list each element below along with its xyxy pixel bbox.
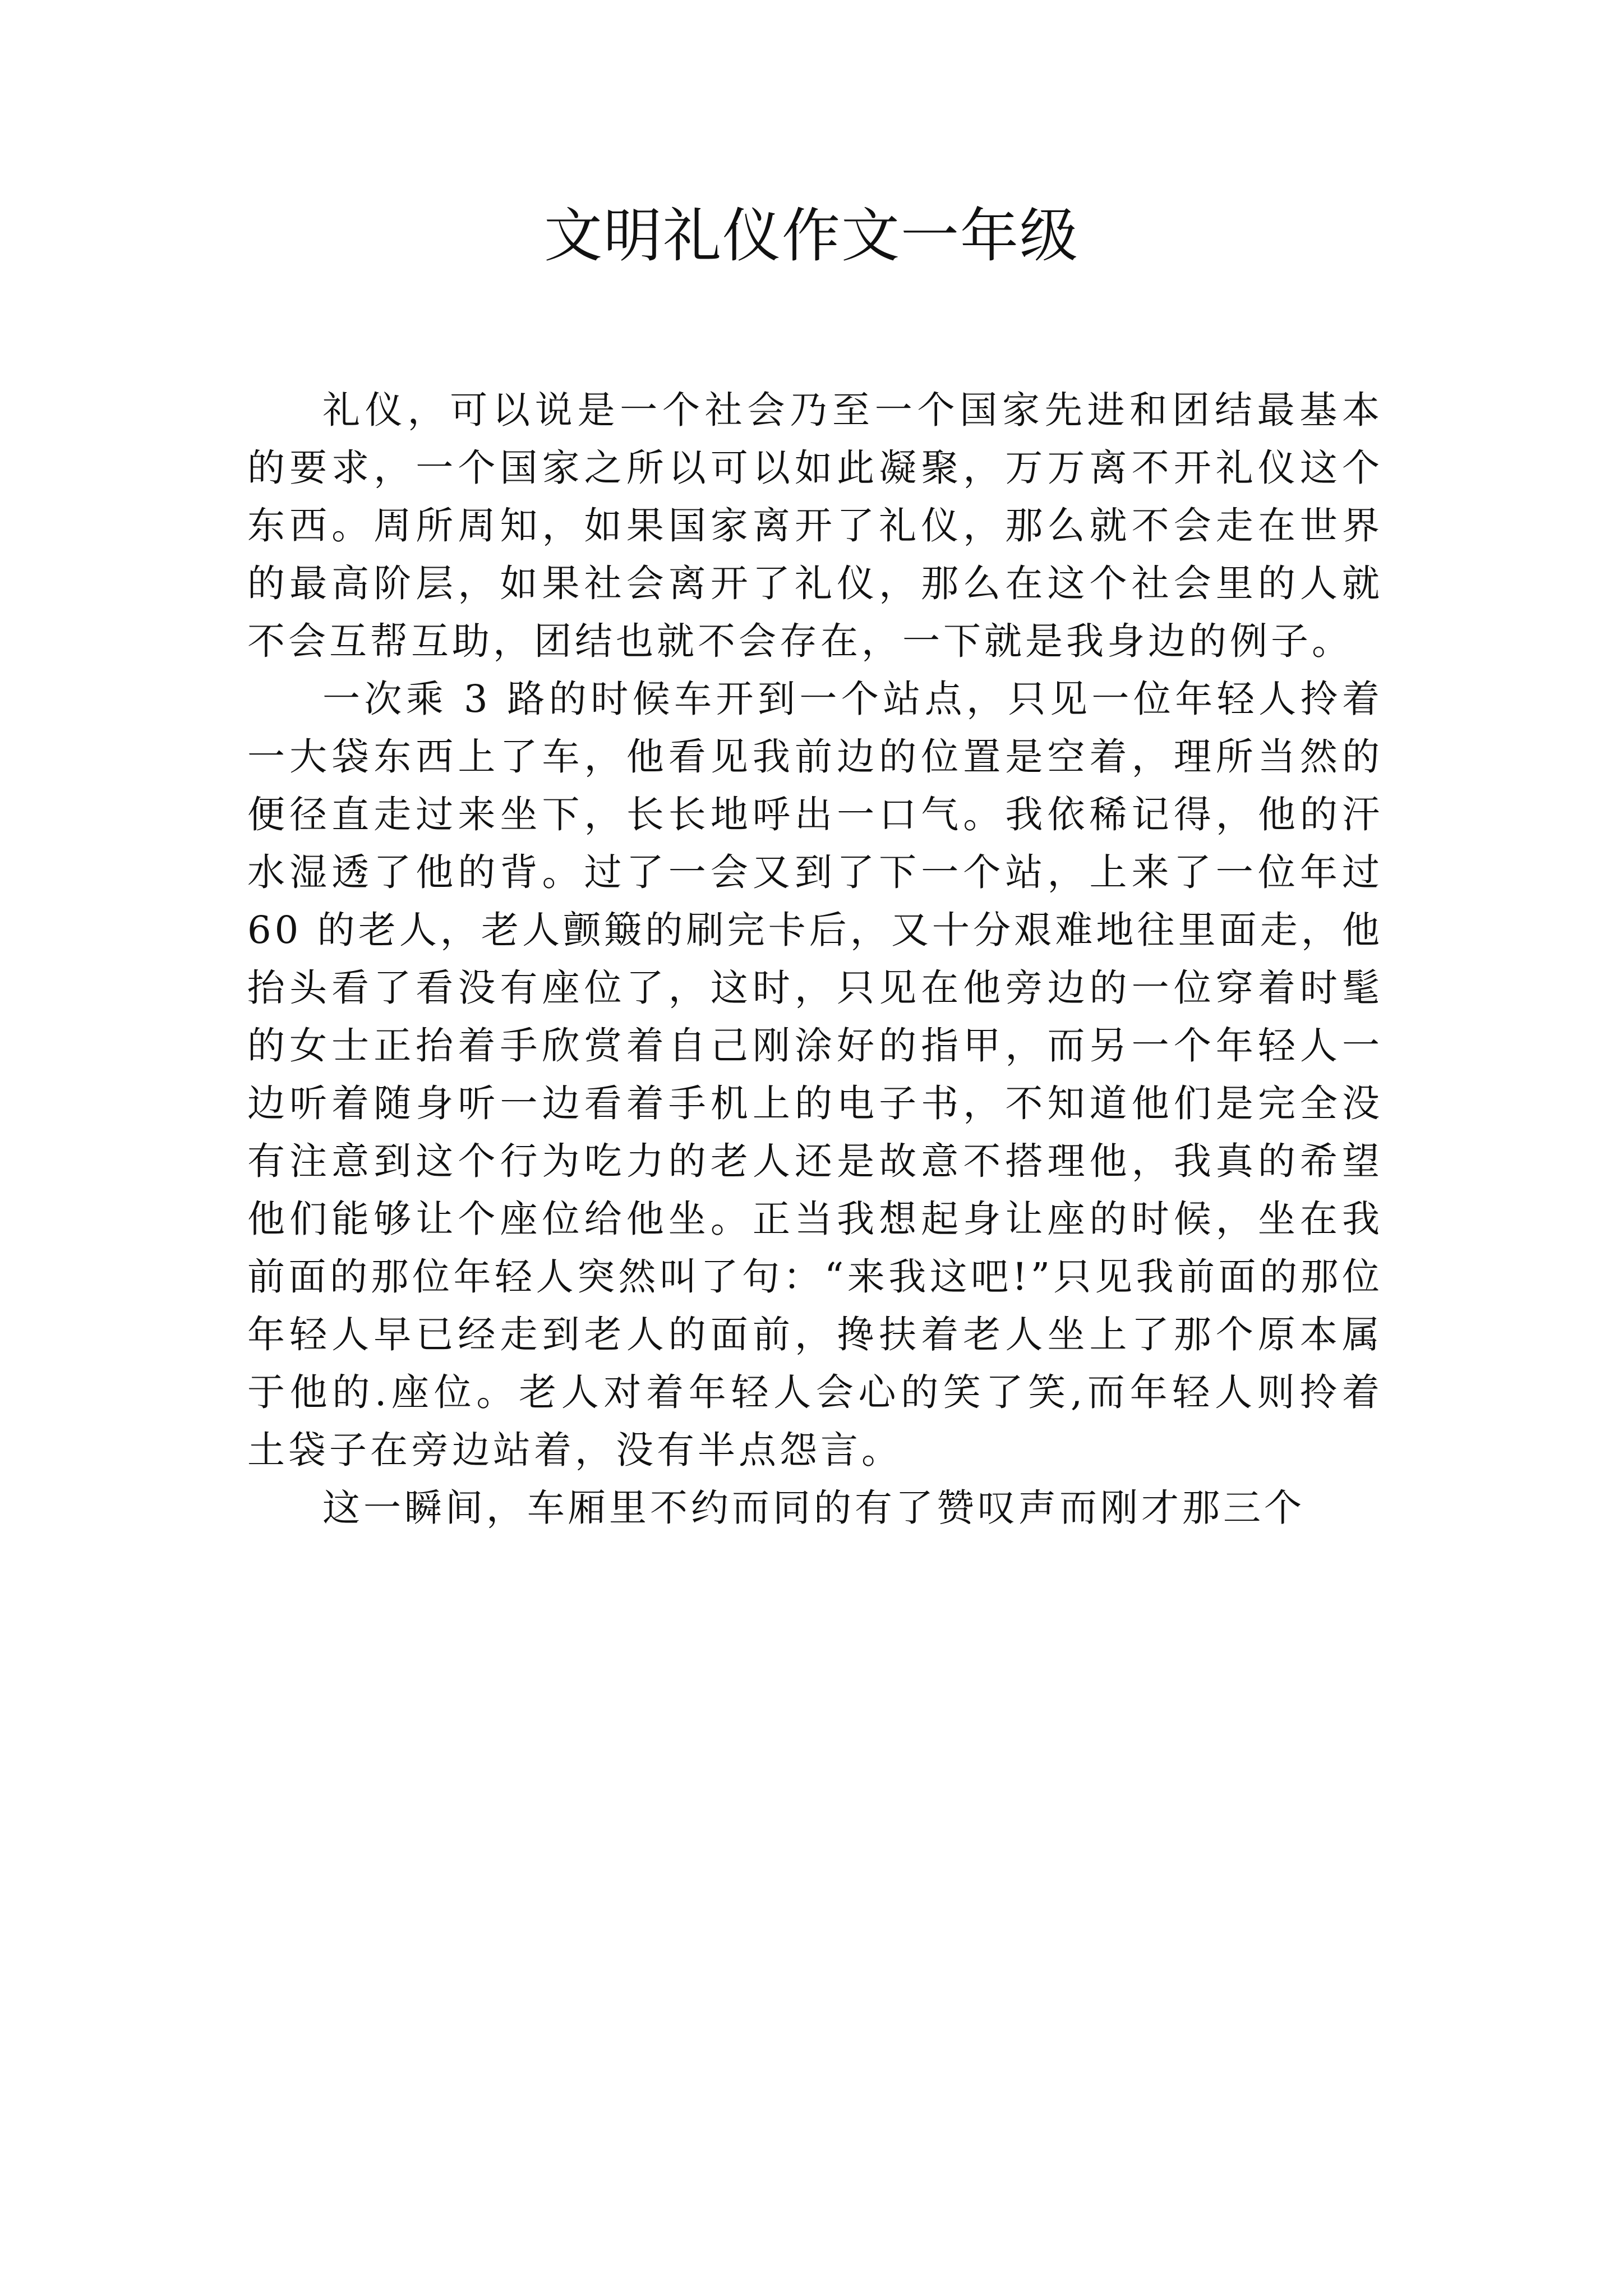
paragraph-1: 礼仪，可以说是一个社会乃至一个国家先进和团结最基本的要求，一个国家之所以可以如此凝聚，万万离不开礼仪这个东西。周所周知，如果国家离开了礼仪，那么就不会走在世界的最高阶层，如果社会离开了礼仪，那么在这个社会里的人就不会互帮互助，团结也就不会存在，一下就是我身边的例子。 <box>247 388 1383 663</box>
paragraph-2: 一次乘 3 路的时候车开到一个站点，只见一位年轻人拎着一大袋东西上了车，他看见我前边的位置是空着，理所当然的便径直走过来坐下，长长地呼出一口气。我依稀记得，他的汗水湿透了他的背。过了一会又到了下一个站，上来了一位年过 60 的老人，老人颤簸的刷完卡后，又十分艰难地往里面走，他抬头看了看没有座位了，这时，只见在他旁边的一位穿着时髦的女士正抬着手欣赏着自己刚涂好的指甲，而另一个年轻人一边听着随身听一边看着手机上的电子书，不知道他们是完全没有注意到这个行为吃力的老人还是故意不搭理他，我真的希望他们能够让个座位给他坐。正当我想起身让座的时候，坐在我前面的那位年轻人突然叫了句：“来我这吧!”只见我前面的那位年轻人早已经走到老人的面前，搀扶着老人坐上了那个原本属于他的.座位。老人对着年轻人会心的笑了笑,而年轻人则拎着土袋子在旁边站着，没有半点怨言。 <box>247 677 1383 1472</box>
document-body <box>247 381 1383 1537</box>
document-title: 文明礼仪作文一年级 <box>543 201 1079 270</box>
paragraph-3: 这一瞬间，车厢里不约而同的有了赞叹声而刚才那三个 <box>322 1486 1305 1530</box>
